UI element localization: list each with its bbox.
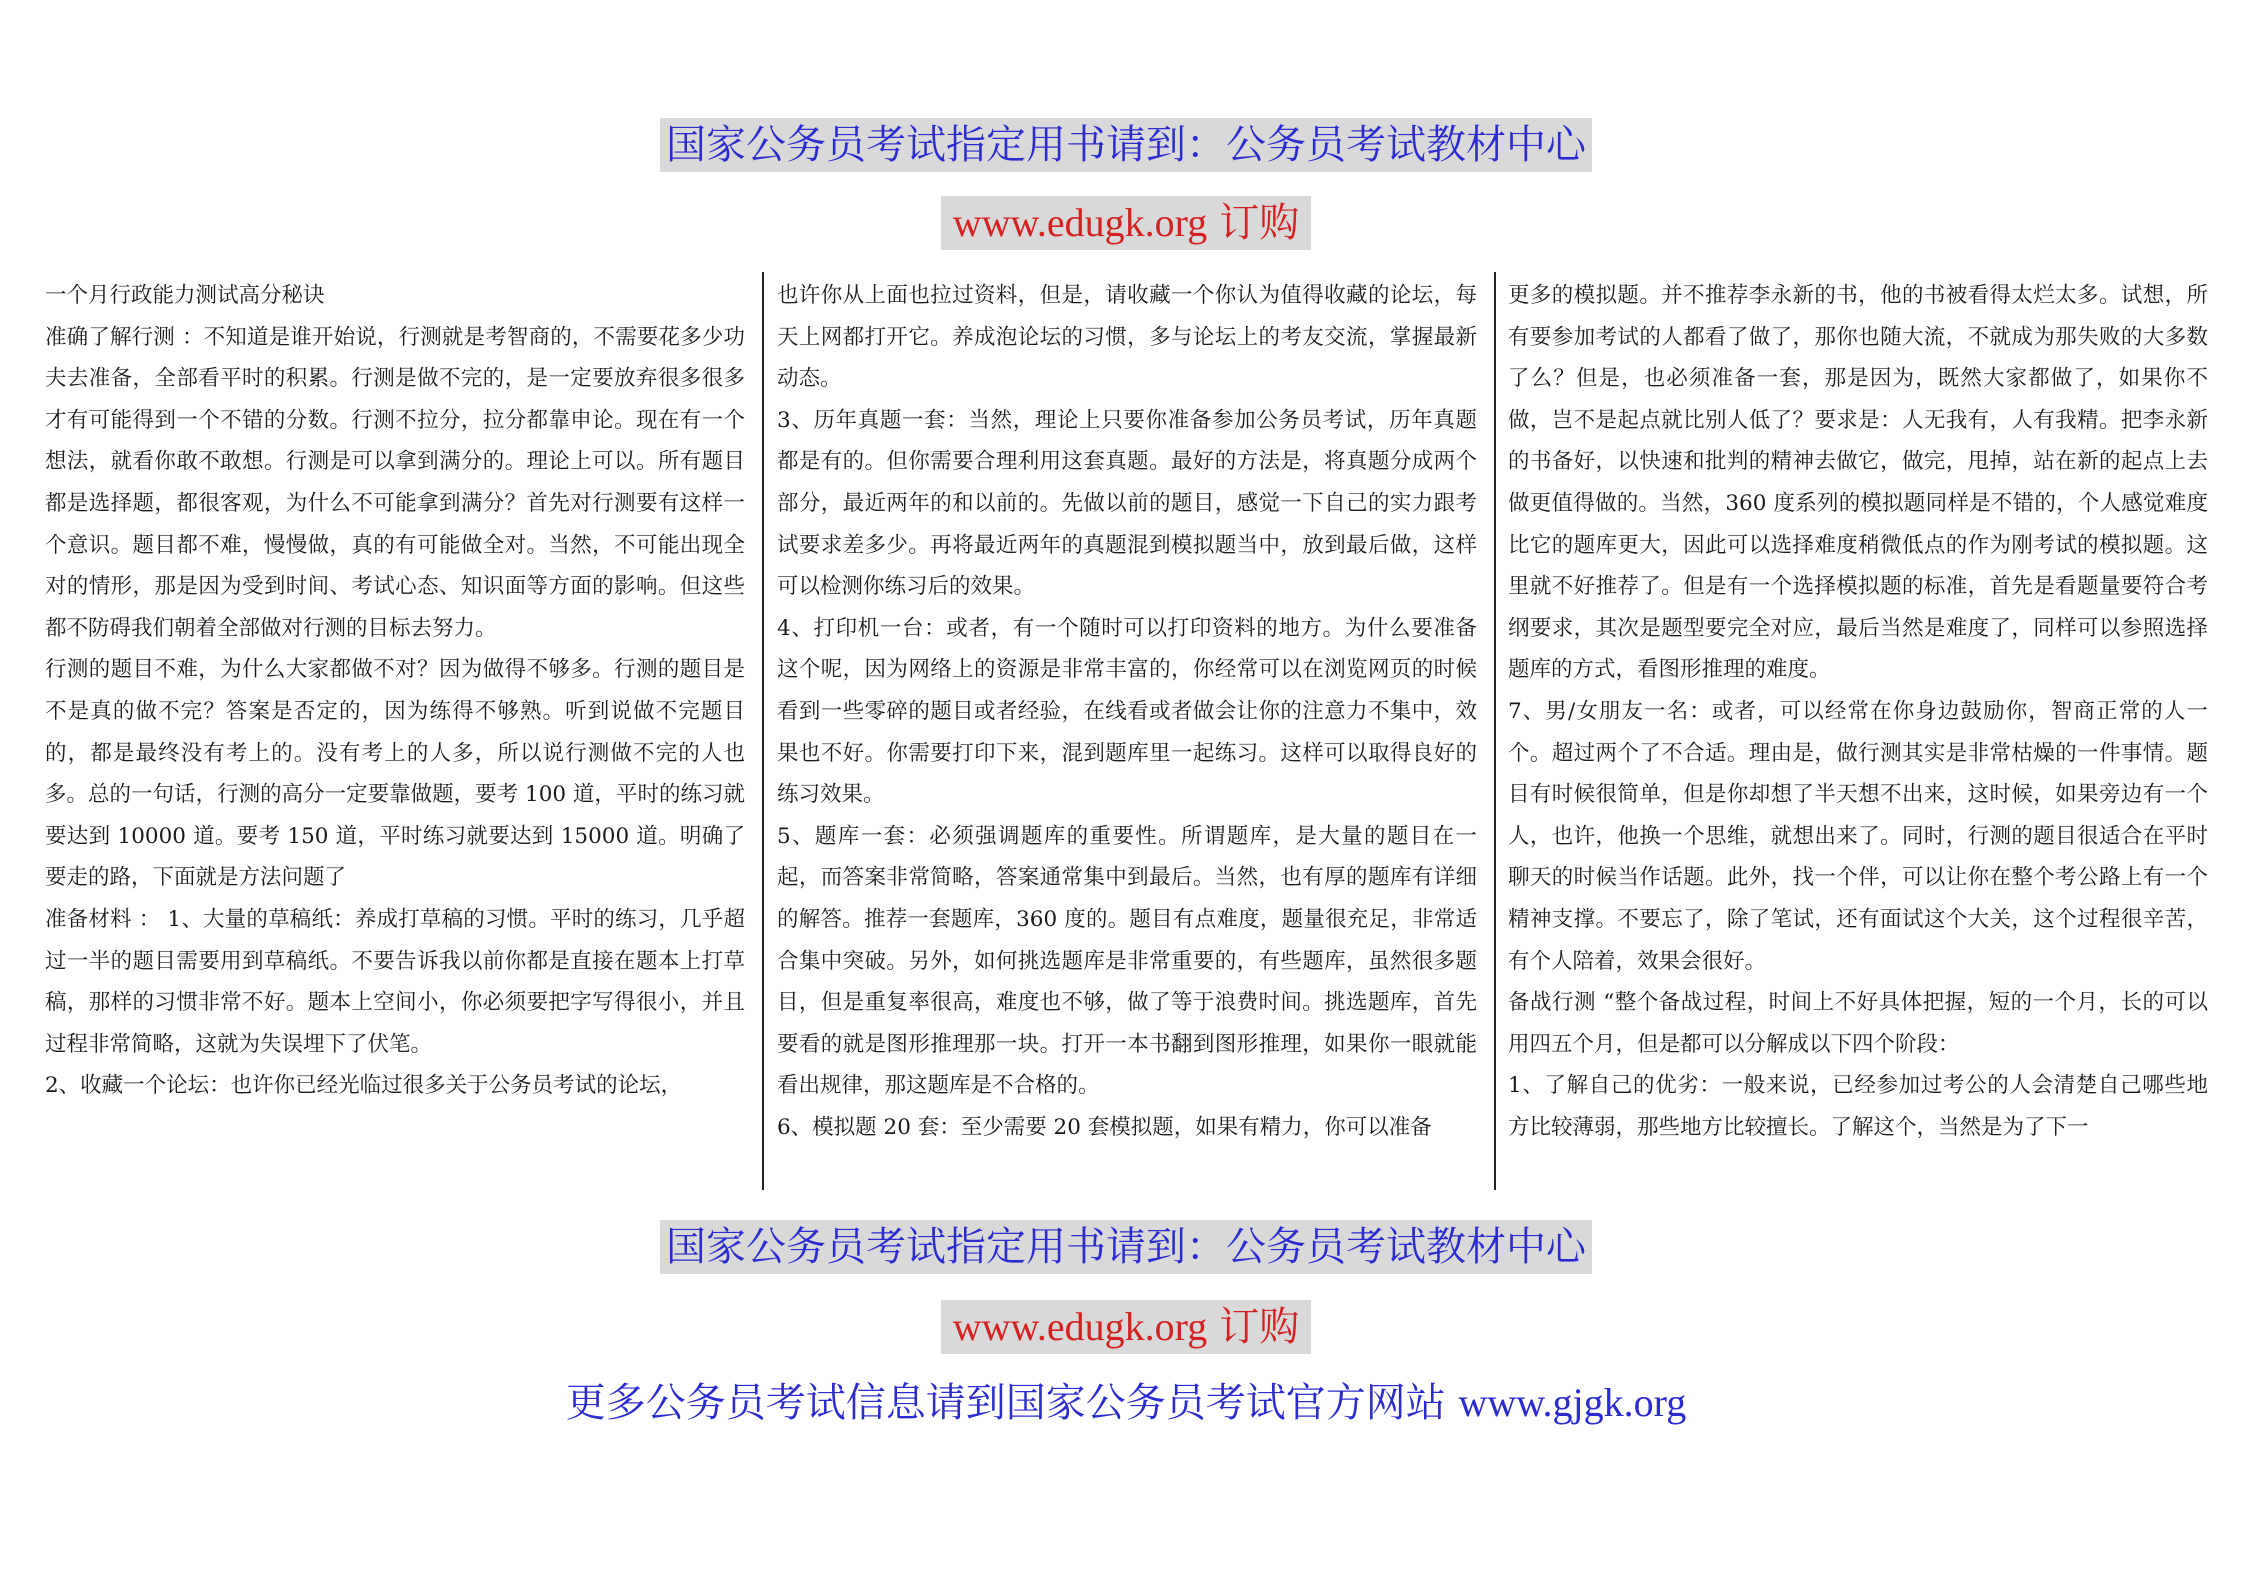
text-column-2	[777, 275, 1477, 1185]
column-divider	[1494, 272, 1496, 1190]
header-banner-url	[0, 196, 2252, 250]
text-column-3	[1508, 275, 2208, 1185]
footer-url-suffix: 订购	[1213, 1300, 1305, 1354]
header-url-suffix: 订购	[1213, 196, 1305, 250]
column-2-paragraph: 5、题库一套：必须强调题库的重要性。所谓题库，是大量的题目在一起，而答案非常简略，答案通常集中到最后。当然，也有厚的题库有详细的解答。推荐一套题库，360 度的。题目有点难度，题量很充足，非常适合集中突破。另外，如何挑选题库是非常重要的，有些题库，虽然很多题目，但是重复率很高，难度也不够，做了等于浪费时间。挑选题库，首先要看的就是图形推理那一块。打开一本书翻到图形推理，如果你一眼就能看出规律，那这题库是不合格的。	[777, 823, 1477, 1099]
column-3-paragraph: 1、了解自己的优劣：一般来说，已经参加过考公的人会清楚自己哪些地方比较薄弱，那些地方比较擅长。了解这个，当然是为了下一	[1508, 1073, 2208, 1140]
header-url-line[interactable]	[941, 196, 1311, 250]
footer-title: 国家公务员考试指定用书请到：公务员考试教材中心	[660, 1220, 1592, 1274]
column-1-paragraph: 准备材料 ： 1、大量的草稿纸：养成打草稿的习惯。平时的练习，几乎超过一半的题目需要用到草稿纸。不要告诉我以前你都是直接在题本上打草稿，那样的习惯非常不好。题本上空间小，你必须要把字写得很小，并且过程非常简略，这就为失误埋下了伏笔。	[45, 906, 745, 1057]
column-2-paragraph: 也许你从上面也拉过资料，但是，请收藏一个你认为值得收藏的论坛，每天上网都打开它。养成泡论坛的习惯，多与论坛上的考友交流，掌握最新动态。	[777, 283, 1477, 392]
column-2-paragraph: 6、模拟题 20 套：至少需要 20 套模拟题，如果有精力，你可以准备	[777, 1114, 1432, 1140]
footer-banner-title	[0, 1220, 2252, 1274]
column-1-paragraph: 准确了解行测 ：不知道是谁开始说，行测就是考智商的，不需要花多少功夫去准备，全部看平时的积累。行测是做不完的，是一定要放弃很多很多才有可能得到一个不错的分数。行测不拉分，拉分都靠申论。现在有一个想法，就看你敢不敢想。行测是可以拿到满分的。理论上可以。所有题目都是选择题，都很客观，为什么不可能拿到满分？首先对行测要有这样一个意识。题目都不难，慢慢做，真的有可能做全对。当然，不可能出现全对的情形，那是因为受到时间、考试心态、知识面等方面的影响。但这些都不防碍我们朝着全部做对行测的目标去努力。	[45, 324, 745, 641]
header-url[interactable]: www.edugk.org	[947, 196, 1213, 250]
column-1-paragraph: 2、收藏一个论坛：也许你已经光临过很多关于公务员考试的论坛，	[45, 1073, 683, 1099]
column-3-paragraph: 更多的模拟题。并不推荐李永新的书，他的书被看得太烂太多。试想，所有要参加考试的人都看了做了，那你也随大流，不就成为那失败的大多数了么？但是，也必须准备一套，那是因为，既然大家都做了，如果你不做，岂不是起点就比别人低了？要求是：人无我有，人有我精。把李永新的书备好，以快速和批判的精神去做它，做完，甩掉，站在新的起点上去做更值得做的。当然，360 度系列的模拟题同样是不错的，个人感觉难度比它的题库更大，因此可以选择难度稍微低点的作为刚考试的模拟题。这里就不好推荐了。但是有一个选择模拟题的标准，首先是看题量要符合考纲要求，其次是题型要完全对应，最后当然是难度了，同样可以参照选择题库的方式，看图形推理的难度。	[1508, 283, 2208, 683]
column-2-paragraph: 4、打印机一台：或者，有一个随时可以打印资料的地方。为什么要准备这个呢，因为网络上的资源是非常丰富的，你经常可以在浏览网页的时候看到一些零碎的题目或者经验，在线看或者做会让你的注意力不集中，效果也不好。你需要打印下来，混到题库里一起练习。这样可以取得良好的练习效果。	[777, 615, 1477, 808]
footer-url[interactable]: www.edugk.org	[947, 1300, 1213, 1354]
column-2-paragraph: 3、历年真题一套：当然，理论上只要你准备参加公务员考试，历年真题都是有的。但你需要合理利用这套真题。最好的方法是，将真题分成两个部分，最近两年的和以前的。先做以前的题目，感觉一下自己的实力跟考试要求差多少。再将最近两年的真题混到模拟题当中，放到最后做，这样可以检测你练习后的效果。	[777, 407, 1477, 600]
header-title: 国家公务员考试指定用书请到：公务员考试教材中心	[660, 118, 1592, 172]
column-3-paragraph: 备战行测 “整个备战过程，时间上不好具体把握，短的一个月，长的可以用四五个月，但是都可以分解成以下四个阶段：	[1508, 990, 2208, 1057]
footer-note	[0, 1376, 2252, 1430]
column-3-paragraph: 7、男/女朋友一名：或者，可以经常在你身边鼓励你，智商正常的人一个。超过两个了不合适。理由是，做行测其实是非常枯燥的一件事情。题目有时候很简单，但是你却想了半天想不出来，这时候，如果旁边有一个人，也许，他换一个思维，就想出来了。同时，行测的题目很适合在平时聊天的时候当作话题。此外，找一个伴，可以让你在整个考公路上有一个精神支撑。不要忘了，除了笔试，还有面试这个大关，这个过程很辛苦，有个人陪着，效果会很好。	[1508, 698, 2208, 974]
column-divider	[762, 272, 764, 1190]
footer-url-line[interactable]	[941, 1300, 1311, 1354]
text-column-1	[45, 275, 745, 1185]
footer-note-url[interactable]: www.gjgk.org	[1458, 1380, 1687, 1425]
footer-banner-url	[0, 1300, 2252, 1354]
column-1-heading: 一个月行政能力测试高分秘诀	[45, 283, 325, 308]
footer-note-text: 更多公务员考试信息请到国家公务员考试官方网站	[565, 1380, 1459, 1426]
header-banner-title	[0, 118, 2252, 172]
column-1-paragraph: 行测的题目不难，为什么大家都做不对？因为做得不够多。行测的题目是不是真的做不完？答案是否定的，因为练得不够熟。听到说做不完题目的，都是最终没有考上的。没有考上的人多，所以说行测做不完的人也多。总的一句话，行测的高分一定要靠做题，要考 100 道，平时的练习就要达到 10000 道。要考 150 道，平时练习就要达到 15000 道。明确了要走的路，下面就是方法问题了	[45, 657, 745, 891]
